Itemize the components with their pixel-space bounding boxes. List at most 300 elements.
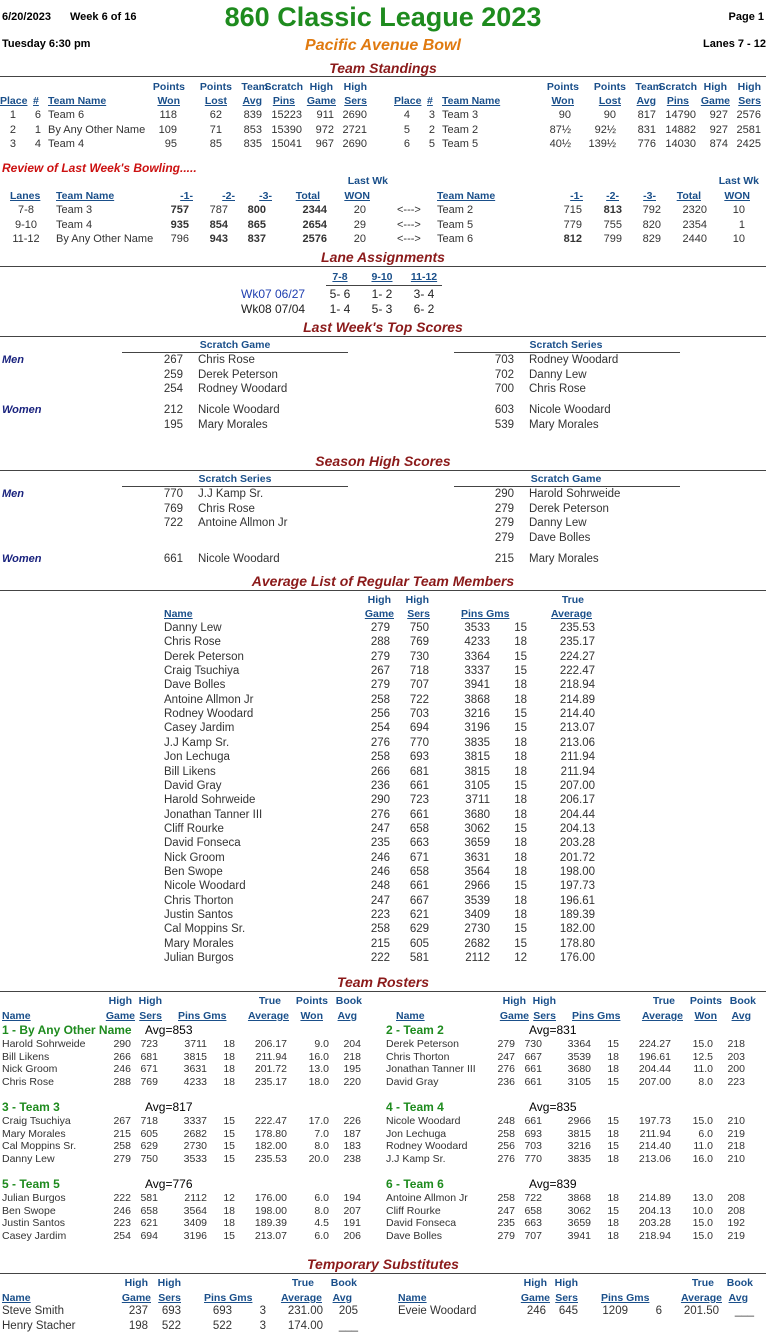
games: 3 bbox=[259, 1320, 266, 1332]
col-head: # bbox=[427, 95, 433, 107]
true-average: 201.72 bbox=[559, 851, 595, 864]
high-series: 693 bbox=[524, 1127, 542, 1140]
games: 15 bbox=[514, 779, 527, 792]
bowler-name: Jonathan Tanner III bbox=[386, 1063, 476, 1076]
high-series: 671 bbox=[140, 1063, 158, 1076]
true-average: 213.07 bbox=[559, 722, 595, 735]
team-avg: Avg=835 bbox=[529, 1100, 577, 1114]
high-series: 581 bbox=[140, 1192, 158, 1204]
bowler-name: Nick Groom bbox=[164, 851, 225, 864]
bowler-name: Danny Lew bbox=[2, 1152, 55, 1165]
points-won: 15.0 bbox=[692, 1115, 713, 1127]
pins: 3533 bbox=[464, 622, 490, 634]
bowler-name: J.J Kamp Sr. bbox=[164, 736, 230, 749]
bowler-name: Chris Rose bbox=[2, 1075, 54, 1088]
standings-cell: 3 bbox=[9, 138, 16, 150]
true-average: 235.17 bbox=[254, 1075, 287, 1088]
pins: 1209 bbox=[602, 1305, 628, 1317]
col-head: True bbox=[291, 1277, 314, 1289]
high-game: 267 bbox=[370, 665, 390, 678]
standings-cell: 874 bbox=[709, 138, 728, 150]
true-average: 189.39 bbox=[559, 909, 595, 921]
col-head: High bbox=[124, 1277, 148, 1289]
high-series: 629 bbox=[140, 1140, 158, 1153]
pins: 3216 bbox=[567, 1140, 591, 1153]
games: 15 bbox=[514, 937, 527, 950]
bowler-name: Danny Lew bbox=[529, 368, 587, 381]
true-average: 204.44 bbox=[638, 1063, 671, 1076]
high-game: 279 bbox=[497, 1229, 515, 1242]
bowler-name: Justin Santos bbox=[2, 1217, 66, 1230]
bowler-name: Ben Swope bbox=[164, 865, 223, 878]
games: 15 bbox=[223, 1152, 235, 1165]
review-cell: Team 2 bbox=[437, 204, 474, 216]
high-series: 681 bbox=[409, 765, 429, 778]
games: 18 bbox=[514, 679, 527, 692]
col-head: Game bbox=[364, 608, 394, 620]
high-game: 258 bbox=[370, 751, 390, 764]
high-game: 198 bbox=[128, 1320, 148, 1332]
high-series: 605 bbox=[409, 937, 429, 950]
high-series: 707 bbox=[524, 1229, 542, 1242]
arrow-sep: <---> bbox=[397, 218, 421, 231]
points-won: 13.0 bbox=[692, 1192, 713, 1204]
games: 18 bbox=[607, 1152, 619, 1165]
high-game: 246 bbox=[370, 865, 390, 878]
high-game: 279 bbox=[497, 1038, 515, 1050]
high-series: 661 bbox=[409, 808, 429, 821]
high-game: 254 bbox=[113, 1229, 131, 1242]
col-head: Book bbox=[726, 1277, 753, 1289]
points-won: 6.0 bbox=[314, 1192, 329, 1204]
pins: 3815 bbox=[464, 751, 490, 764]
games: 18 bbox=[514, 909, 527, 921]
standings-cell: 2 bbox=[428, 123, 435, 136]
true-average: 197.73 bbox=[559, 880, 595, 893]
standings-cell: 90 bbox=[558, 109, 571, 121]
col-head: Points bbox=[295, 995, 328, 1007]
col-head: Avg bbox=[636, 95, 656, 107]
col-head: Avg bbox=[731, 1010, 751, 1022]
pins: 2682 bbox=[183, 1127, 207, 1140]
standings-cell: 2425 bbox=[736, 138, 761, 150]
week-label: Wk08 07/04 bbox=[241, 302, 306, 316]
review-cell: 800 bbox=[247, 204, 266, 216]
pins: 3941 bbox=[464, 679, 490, 692]
col-head: High bbox=[532, 995, 556, 1007]
games: 18 bbox=[607, 1229, 619, 1242]
high-series: 694 bbox=[140, 1229, 158, 1242]
high-series: 658 bbox=[140, 1204, 158, 1217]
bowler-name: Jonathan Tanner III bbox=[164, 808, 263, 821]
bowler-name: Mary Morales bbox=[164, 937, 234, 950]
pins: 3409 bbox=[183, 1217, 207, 1230]
high-game: 276 bbox=[370, 736, 390, 749]
score: 770 bbox=[163, 488, 183, 500]
true-average: 207.00 bbox=[559, 779, 595, 792]
high-game: 256 bbox=[370, 708, 390, 721]
lane-assign-title: Lane Assignments bbox=[321, 249, 445, 265]
bowler-name: Derek Peterson bbox=[386, 1038, 459, 1050]
games: 18 bbox=[223, 1038, 235, 1050]
score: 700 bbox=[494, 383, 514, 395]
points-won: 11.0 bbox=[693, 1063, 713, 1076]
col-head: Book bbox=[330, 1277, 357, 1289]
true-average: 235.53 bbox=[559, 622, 595, 634]
col-head: Average bbox=[641, 1010, 683, 1022]
arrow-sep: <---> bbox=[397, 233, 421, 245]
standings-cell: 6 bbox=[34, 109, 41, 121]
book-avg: 183 bbox=[343, 1140, 361, 1153]
list-head: Scratch Game bbox=[530, 473, 602, 485]
review-cell: Team 5 bbox=[437, 218, 474, 231]
points-won: 8.0 bbox=[314, 1204, 329, 1217]
standings-cell: Team 5 bbox=[442, 138, 479, 150]
bowler-name: Bill Likens bbox=[2, 1050, 50, 1063]
true-average: 211.94 bbox=[560, 765, 595, 778]
review-cell: 812 bbox=[563, 233, 582, 245]
games: 15 bbox=[514, 622, 527, 634]
review-title: Review of Last Week's Bowling..... bbox=[2, 161, 197, 175]
high-series: 661 bbox=[524, 1063, 542, 1076]
true-average: 182.00 bbox=[254, 1140, 287, 1153]
standings-cell: 1 bbox=[34, 123, 41, 136]
pins: 2966 bbox=[464, 880, 490, 893]
games: 18 bbox=[607, 1192, 619, 1204]
high-game: 247 bbox=[497, 1204, 515, 1217]
col-head: Won bbox=[694, 1010, 717, 1022]
col-head: High bbox=[138, 995, 162, 1007]
high-series: 621 bbox=[140, 1217, 158, 1230]
page-number: Page 1 bbox=[728, 11, 764, 23]
col-head: High bbox=[108, 995, 132, 1007]
games: 18 bbox=[607, 1217, 619, 1230]
book-avg: 220 bbox=[343, 1075, 361, 1088]
review-cell: 755 bbox=[603, 218, 622, 231]
bowler-name: Dave Bolles bbox=[386, 1229, 443, 1242]
points-won: 18.0 bbox=[308, 1075, 329, 1088]
games: 15 bbox=[514, 722, 527, 735]
review-cell: 943 bbox=[209, 233, 228, 245]
book-avg: 208 bbox=[727, 1204, 745, 1217]
col-head: High bbox=[737, 81, 761, 93]
standings-cell: 835 bbox=[243, 138, 262, 150]
col-head: -1- bbox=[570, 190, 583, 202]
col-head: Points bbox=[593, 81, 626, 93]
high-series: 770 bbox=[524, 1152, 542, 1165]
standings-cell: 967 bbox=[315, 138, 334, 150]
review-cell: 11-12 bbox=[12, 233, 40, 245]
review-cell: 20 bbox=[353, 204, 366, 216]
true-average: 174.00 bbox=[287, 1320, 323, 1332]
games: 6 bbox=[655, 1305, 662, 1317]
book-avg: 187 bbox=[343, 1127, 361, 1140]
pins: 3216 bbox=[464, 708, 490, 721]
games: 3 bbox=[259, 1305, 266, 1317]
bowler-name: Craig Tsuchiya bbox=[164, 665, 240, 678]
high-series: 770 bbox=[409, 736, 429, 749]
section-rule bbox=[454, 486, 680, 487]
pins: 3409 bbox=[464, 909, 490, 921]
standings-cell: 1 bbox=[9, 109, 16, 121]
col-head: Team bbox=[635, 81, 662, 93]
score: 254 bbox=[163, 383, 183, 395]
col-head: Sers bbox=[533, 1010, 556, 1022]
true-average: 206.17 bbox=[254, 1038, 287, 1050]
bowler-name: Henry Stacher bbox=[2, 1320, 76, 1332]
standings-cell: By Any Other Name bbox=[48, 123, 146, 136]
pins: 3711 bbox=[184, 1038, 207, 1050]
true-average: 231.00 bbox=[287, 1305, 323, 1317]
bowler-name: Mary Morales bbox=[198, 418, 268, 431]
review-cell: 29 bbox=[353, 218, 366, 231]
col-head: Name bbox=[398, 1292, 427, 1304]
col-head: Sers bbox=[139, 1010, 162, 1022]
bowler-name: Cliff Rourke bbox=[164, 822, 224, 835]
score: 603 bbox=[494, 404, 514, 416]
bowler-name: Nicole Woodard bbox=[198, 404, 280, 416]
team-avg: Avg=839 bbox=[529, 1177, 577, 1191]
pins: 3196 bbox=[464, 722, 490, 735]
high-game: 279 bbox=[113, 1152, 131, 1165]
high-game: 247 bbox=[370, 822, 390, 835]
points-won: 12.5 bbox=[692, 1050, 713, 1063]
true-average: 204.13 bbox=[559, 822, 595, 835]
high-series: 681 bbox=[140, 1050, 158, 1063]
review-cell: 1 bbox=[738, 218, 745, 231]
col-head: True bbox=[561, 594, 584, 606]
true-average: 213.06 bbox=[559, 736, 595, 749]
pins: 3631 bbox=[183, 1063, 207, 1076]
bowler-name: Rodney Woodard bbox=[198, 383, 288, 395]
bowler-name: Craig Tsuchiya bbox=[2, 1115, 71, 1127]
review-cell: Team 4 bbox=[56, 218, 93, 231]
points-won: 8.0 bbox=[698, 1075, 713, 1088]
standings-cell: 5 bbox=[428, 138, 435, 150]
bowler-name: Danny Lew bbox=[529, 517, 587, 529]
true-average: 204.44 bbox=[559, 808, 595, 821]
true-average: 211.94 bbox=[255, 1050, 287, 1063]
season-high-rule bbox=[0, 470, 766, 471]
high-series: 718 bbox=[409, 665, 429, 678]
review-cell: 7-8 bbox=[18, 204, 34, 216]
games: 15 bbox=[223, 1127, 235, 1140]
score: 290 bbox=[494, 488, 514, 500]
true-average: 213.06 bbox=[638, 1152, 671, 1165]
team-avg: Avg=831 bbox=[529, 1023, 577, 1037]
points-won: 7.0 bbox=[314, 1127, 329, 1140]
book-avg: 205 bbox=[338, 1305, 358, 1317]
true-average: 198.00 bbox=[254, 1204, 287, 1217]
bowler-name: Derek Peterson bbox=[164, 650, 244, 663]
pins: 3062 bbox=[464, 822, 490, 835]
section-rule bbox=[326, 285, 442, 286]
standings-cell: 15223 bbox=[271, 109, 302, 121]
bowler-name: Chris Rose bbox=[529, 383, 586, 395]
col-head: Team bbox=[241, 81, 268, 93]
team-name: 5 - Team 5 bbox=[2, 1177, 60, 1191]
score: 279 bbox=[494, 531, 514, 544]
standings-cell: 3 bbox=[428, 109, 435, 121]
score: 722 bbox=[163, 517, 183, 529]
col-head: Pins Gms bbox=[178, 1010, 227, 1022]
pins: 3533 bbox=[183, 1152, 207, 1165]
games: 15 bbox=[514, 708, 527, 721]
high-series: 671 bbox=[409, 851, 429, 864]
points-won: 8.0 bbox=[314, 1140, 329, 1153]
col-head: High bbox=[703, 81, 727, 93]
games: 15 bbox=[607, 1075, 619, 1088]
col-head: Pins Gms bbox=[461, 608, 510, 620]
bowler-name: Chris Rose bbox=[198, 354, 255, 366]
bowler-name: Harold Sohrweide bbox=[164, 794, 256, 807]
high-series: 658 bbox=[409, 822, 429, 835]
high-game: 246 bbox=[526, 1305, 546, 1317]
col-head: Average bbox=[280, 1292, 322, 1304]
bowler-name: Justin Santos bbox=[164, 909, 234, 921]
score: 195 bbox=[163, 418, 183, 431]
col-head: Name bbox=[396, 1010, 425, 1022]
pins: 3105 bbox=[567, 1075, 591, 1088]
standings-cell: 6 bbox=[403, 138, 410, 150]
bowler-name: Mary Morales bbox=[2, 1127, 66, 1140]
high-series: 730 bbox=[524, 1038, 542, 1050]
true-average: 214.40 bbox=[638, 1140, 671, 1153]
pins: 3680 bbox=[464, 808, 490, 821]
true-average: 222.47 bbox=[559, 665, 595, 678]
standings-cell: Team 6 bbox=[48, 109, 85, 121]
review-cell: 2440 bbox=[682, 233, 707, 245]
week-label: Week 6 of 16 bbox=[70, 11, 137, 23]
standings-cell: 853 bbox=[243, 123, 262, 136]
section-rule bbox=[122, 486, 348, 487]
high-series: 658 bbox=[409, 865, 429, 878]
high-game: 290 bbox=[113, 1038, 131, 1050]
bowler-name: Cliff Rourke bbox=[386, 1204, 441, 1217]
standings-cell: 15041 bbox=[271, 138, 302, 150]
points-won: 16.0 bbox=[692, 1152, 713, 1165]
list-head: Scratch Game bbox=[199, 339, 271, 351]
col-head: Pins Gms bbox=[601, 1292, 650, 1304]
col-head: # bbox=[33, 95, 39, 107]
bowler-name: Bill Likens bbox=[164, 765, 216, 778]
book-avg: 208 bbox=[727, 1192, 745, 1204]
subs-title: Temporary Substitutes bbox=[307, 1256, 459, 1272]
book-avg: ___ bbox=[734, 1305, 754, 1317]
high-series: 707 bbox=[409, 679, 429, 692]
col-head: True bbox=[258, 995, 281, 1007]
pairing: 3- 4 bbox=[413, 287, 435, 301]
rosters-rule bbox=[0, 991, 766, 992]
true-average: 182.00 bbox=[559, 923, 595, 936]
pins: 2966 bbox=[567, 1115, 591, 1127]
high-series: 693 bbox=[161, 1305, 181, 1317]
pins: 3711 bbox=[465, 794, 490, 807]
high-game: 246 bbox=[370, 851, 390, 864]
lanes-range: Lanes 7 - 12 bbox=[703, 38, 766, 50]
team-name: 3 - Team 3 bbox=[2, 1100, 60, 1114]
col-head: Place bbox=[0, 95, 28, 107]
score: 661 bbox=[163, 553, 183, 565]
high-game: 215 bbox=[370, 937, 390, 950]
true-average: 196.61 bbox=[559, 894, 595, 907]
bowler-name: Dave Bolles bbox=[529, 531, 591, 544]
team-avg: Avg=853 bbox=[145, 1023, 193, 1037]
book-avg: 200 bbox=[727, 1063, 745, 1076]
list-head: Scratch Series bbox=[529, 339, 603, 351]
standings-cell: 85 bbox=[209, 138, 222, 150]
points-won: 4.5 bbox=[314, 1217, 329, 1230]
book-avg: 238 bbox=[343, 1152, 361, 1165]
bowler-name: Nicole Woodard bbox=[164, 880, 246, 893]
true-average: 201.72 bbox=[254, 1063, 287, 1076]
bowler-name: Jon Lechuga bbox=[164, 751, 230, 764]
high-series: 663 bbox=[409, 837, 429, 850]
high-game: 279 bbox=[370, 622, 390, 634]
review-cell: 787 bbox=[209, 204, 228, 216]
review-cell: 2320 bbox=[682, 204, 707, 216]
high-game: 235 bbox=[497, 1217, 515, 1230]
games: 15 bbox=[607, 1204, 619, 1217]
high-series: 661 bbox=[524, 1115, 542, 1127]
venue-name: Pacific Avenue Bowl bbox=[305, 37, 461, 54]
col-head: High bbox=[367, 594, 391, 606]
pins: 693 bbox=[212, 1305, 232, 1317]
bowler-name: Derek Peterson bbox=[529, 502, 609, 515]
bowler-name: Nicole Woodard bbox=[198, 553, 280, 565]
games: 18 bbox=[514, 837, 527, 850]
games: 15 bbox=[514, 822, 527, 835]
pins: 3337 bbox=[183, 1115, 207, 1127]
col-head: -3- bbox=[643, 190, 656, 202]
book-avg: 226 bbox=[343, 1115, 361, 1127]
true-average: 204.13 bbox=[638, 1204, 671, 1217]
true-average: 196.61 bbox=[638, 1050, 671, 1063]
lane-head: 11-12 bbox=[410, 271, 438, 283]
col-head: Points bbox=[546, 81, 579, 93]
high-game: 288 bbox=[370, 636, 390, 649]
review-cell: By Any Other Name bbox=[56, 233, 154, 245]
standings-rule bbox=[0, 76, 766, 77]
col-head: Avg bbox=[728, 1292, 748, 1304]
col-head: Lost bbox=[204, 95, 227, 107]
standings-cell: 15390 bbox=[271, 123, 302, 136]
pins: 2112 bbox=[184, 1192, 207, 1204]
games: 18 bbox=[514, 894, 527, 907]
points-won: 6.0 bbox=[314, 1229, 329, 1242]
bowler-name: Cal Moppins Sr. bbox=[2, 1140, 77, 1153]
high-series: 769 bbox=[409, 636, 429, 649]
book-avg: 219 bbox=[727, 1127, 745, 1140]
book-avg: 195 bbox=[343, 1063, 361, 1076]
standings-cell: 2690 bbox=[342, 138, 367, 150]
bowler-name: Mary Morales bbox=[529, 553, 599, 565]
col-head: Scratch bbox=[658, 81, 697, 93]
points-won: 13.0 bbox=[308, 1063, 329, 1076]
standings-cell: 71 bbox=[209, 123, 222, 136]
standings-cell: 139½ bbox=[588, 138, 616, 150]
high-game: 258 bbox=[497, 1192, 515, 1204]
bowler-name: Chris Thorton bbox=[386, 1050, 450, 1063]
true-average: 197.73 bbox=[638, 1115, 671, 1127]
true-average: 203.28 bbox=[638, 1217, 671, 1230]
review-cell: 829 bbox=[642, 233, 661, 245]
true-average: 214.40 bbox=[559, 708, 595, 721]
pins: 3868 bbox=[464, 693, 490, 706]
standings-cell: 95 bbox=[164, 138, 177, 150]
games: 15 bbox=[607, 1140, 619, 1153]
lane-head: 9-10 bbox=[371, 271, 393, 283]
